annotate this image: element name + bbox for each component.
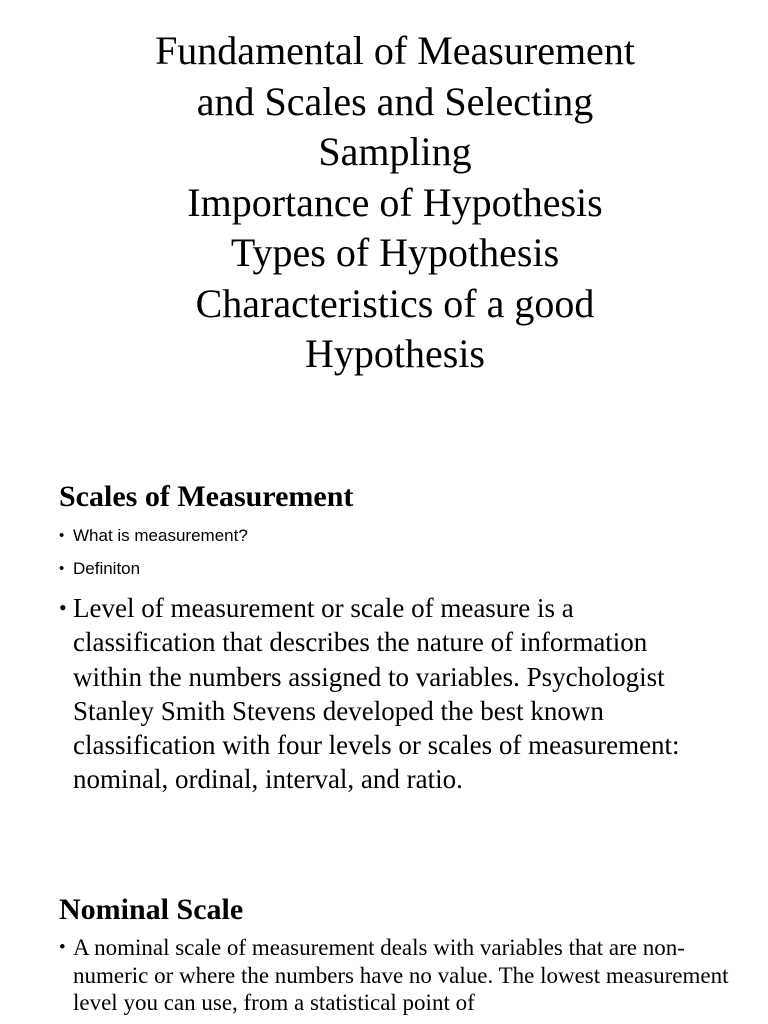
bullet-icon: •	[59, 595, 67, 620]
list-item	[59, 558, 713, 591]
bullet-text: A nominal scale of measurement deals with variables that are non-numeric or where the numbers have no value. The lowest measurement level you can use, from a statistical point of	[73, 935, 729, 1015]
bullet-text: Level of measurement or scale of measure is a classification that describes the nature of information within the numbers assigned to variables. Psychologist Stanley Smith Stevens developed the best known classification with four levels or scales of measurement: nominal, ordinal, interval, and ratio.	[73, 593, 680, 795]
section-heading-scales: Scales of Measurement	[59, 480, 354, 513]
bullet-icon: •	[59, 527, 65, 544]
list-item	[59, 591, 713, 797]
title-line: Fundamental of Measurement	[155, 28, 635, 73]
title-line: Sampling	[318, 129, 472, 174]
bullet-text: Definiton	[73, 559, 141, 578]
slide-title	[40, 26, 750, 380]
title-line: Types of Hypothesis	[230, 230, 560, 275]
title-line: Hypothesis	[305, 331, 485, 376]
nominal-bullet-list	[59, 934, 753, 1017]
list-item	[59, 934, 753, 1017]
title-line: and Scales and Selecting	[196, 78, 594, 124]
bullet-icon: •	[59, 937, 66, 958]
bullet-icon: •	[59, 560, 65, 577]
list-item	[59, 525, 713, 558]
title-line: Importance of Hypothesis	[187, 179, 603, 225]
scales-bullet-list	[59, 525, 713, 797]
bullet-text: What is measurement?	[73, 526, 248, 545]
title-line: Characteristics of a good	[195, 280, 595, 326]
section-heading-nominal: Nominal Scale	[59, 893, 244, 926]
